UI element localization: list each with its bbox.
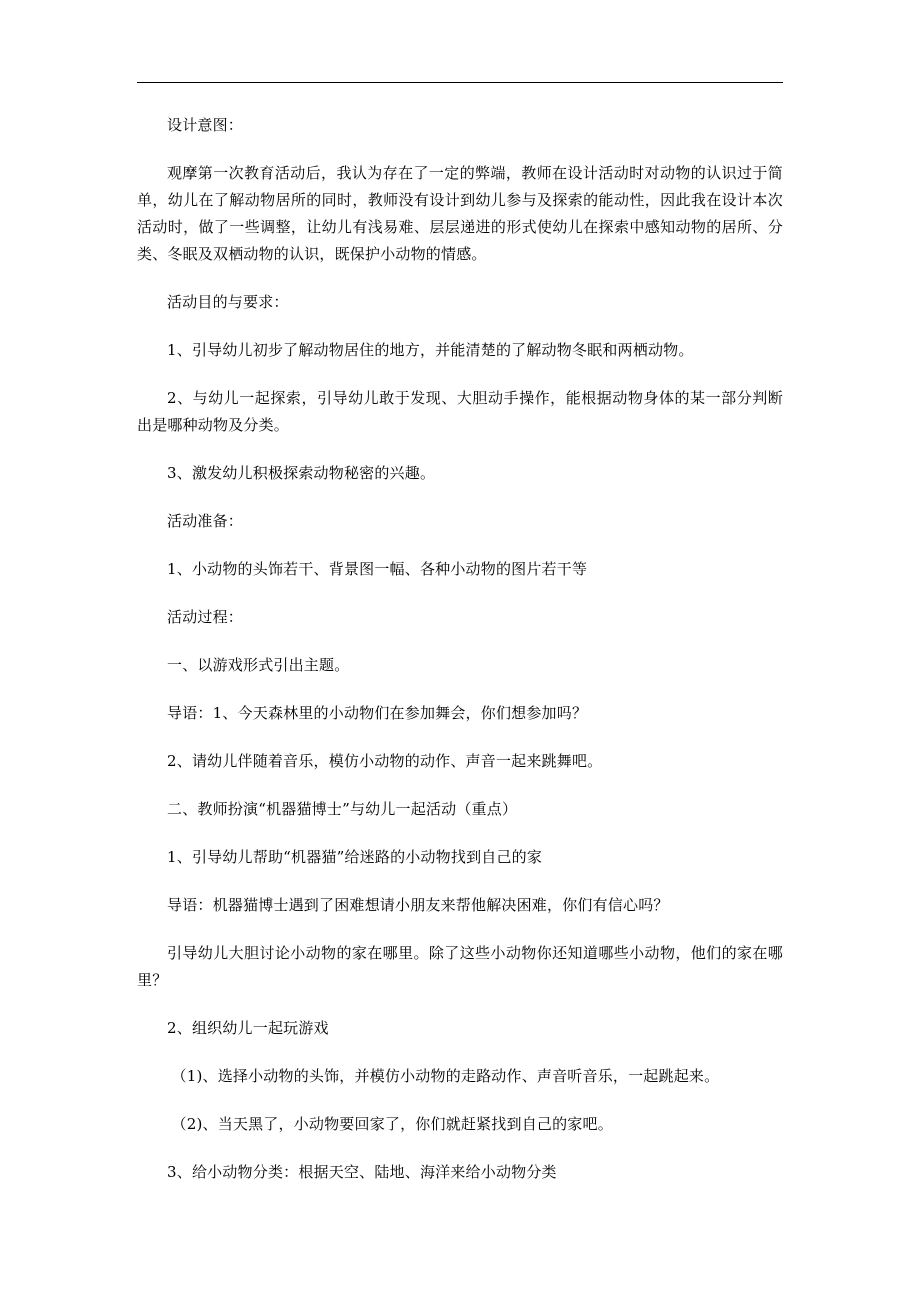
process-step-2-3: 3、给小动物分类：根据天空、陆地、海洋来给小动物分类 [167,1163,557,1181]
heading-goals: 活动目的与要求： [167,293,289,311]
process-section-1: 一、以游戏形式引出主题。 [167,656,350,674]
header-rule [137,82,783,83]
process-lead-2: 导语：机器猫博士遇到了困难想请小朋友来帮他解决困难，你们有信心吗？ [167,896,669,914]
process-discussion: 引导幼儿大胆讨论小动物的家在哪里。除了这些小动物你还知道哪些小动物，他们的家在哪里？ [137,944,783,989]
heading-process: 活动过程： [167,608,244,626]
goal-item-3: 3、激发幼儿积极探索动物秘密的兴趣。 [167,464,436,482]
goal-item-1: 1、引导幼儿初步了解动物居住的地方，并能清楚的了解动物冬眠和两栖动物。 [167,341,694,359]
document-body [137,112,783,1207]
heading-design-intent: 设计意图： [167,116,244,134]
goal-item-2: 2、与幼儿一起探索，引导幼儿敢于发现、大胆动手操作，能根据动物身体的某一部分判断出是哪种动物及分类。 [137,389,783,434]
paragraph-design-intent: 观摩第一次教育活动后，我认为存在了一定的弊端，教师在设计活动时对动物的认识过于简单，幼儿在了解动物居所的同时，教师没有设计到幼儿参与及探索的能动性，因此我在设计本次活动时，做了一些调整，让幼儿有浅易难、层层递进的形式使幼儿在探索中感知动物的居所、分类、冬眠及双栖动物的认识，既保护小动物的情感。 [137,164,783,263]
process-lead-1: 导语：1、今天森林里的小动物们在参加舞会，你们想参加吗？ [167,704,588,722]
process-substep-2: （2)、当天黑了，小动物要回家了，你们就赶紧找到自己的家吧。 [171,1115,613,1133]
process-step-2-1: 1、引导幼儿帮助“机器猫”给迷路的小动物找到自己的家 [167,848,543,866]
heading-preparation: 活动准备： [167,512,244,530]
preparation-item-1: 1、小动物的头饰若干、背景图一幅、各种小动物的图片若干等 [167,560,588,578]
process-step-2-2: 2、组织幼儿一起玩游戏 [167,1019,329,1037]
process-substep-1: （1)、选择小动物的头饰，并模仿小动物的走路动作、声音听音乐，一起跳起来。 [171,1067,720,1085]
process-step-1-2: 2、请幼儿伴随着音乐，模仿小动物的动作、声音一起来跳舞吧。 [167,752,603,770]
process-section-2: 二、教师扮演“机器猫博士”与幼儿一起活动（重点） [167,800,518,818]
